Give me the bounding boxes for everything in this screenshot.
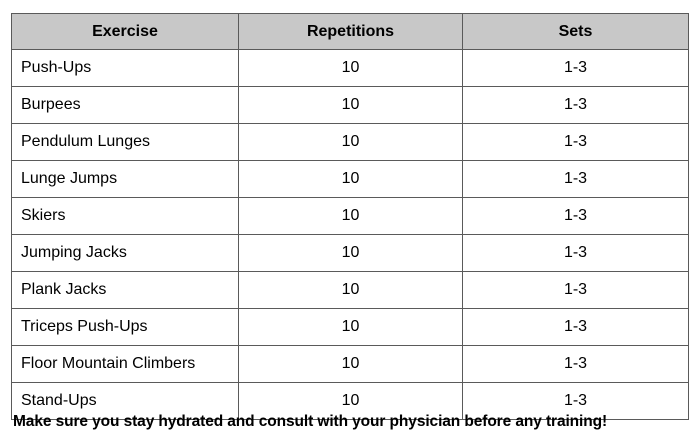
table-body (12, 50, 689, 420)
table-row (12, 346, 689, 383)
table-row (12, 124, 689, 161)
sets-cell: 1-3 (463, 87, 689, 124)
table-row (12, 272, 689, 309)
header-row (12, 14, 689, 50)
repetitions-cell: 10 (239, 87, 463, 124)
exercise-cell: Push-Ups (12, 50, 239, 87)
sets-cell: 1-3 (463, 50, 689, 87)
exercise-table-container (11, 13, 688, 420)
table-row (12, 87, 689, 124)
exercise-cell: Stand-Ups (12, 383, 239, 420)
exercise-cell: Burpees (12, 87, 239, 124)
repetitions-cell: 10 (239, 198, 463, 235)
table-row (12, 50, 689, 87)
sets-cell: 1-3 (463, 383, 689, 420)
column-header-sets: Sets (463, 14, 689, 50)
hydration-warning-note: Make sure you stay hydrated and consult with your physician before any training! (13, 413, 608, 430)
repetitions-cell: 10 (239, 383, 463, 420)
exercise-cell: Floor Mountain Climbers (12, 346, 239, 383)
table-row (12, 198, 689, 235)
repetitions-cell: 10 (239, 272, 463, 309)
sets-cell: 1-3 (463, 235, 689, 272)
exercise-cell: Jumping Jacks (12, 235, 239, 272)
sets-cell: 1-3 (463, 161, 689, 198)
exercise-cell: Lunge Jumps (12, 161, 239, 198)
exercise-cell: Plank Jacks (12, 272, 239, 309)
table-row (12, 161, 689, 198)
repetitions-cell: 10 (239, 346, 463, 383)
column-header-exercise: Exercise (12, 14, 239, 50)
exercise-cell: Pendulum Lunges (12, 124, 239, 161)
repetitions-cell: 10 (239, 124, 463, 161)
sets-cell: 1-3 (463, 124, 689, 161)
exercise-cell: Skiers (12, 198, 239, 235)
repetitions-cell: 10 (239, 50, 463, 87)
exercise-cell: Triceps Push-Ups (12, 309, 239, 346)
repetitions-cell: 10 (239, 235, 463, 272)
sets-cell: 1-3 (463, 309, 689, 346)
sets-cell: 1-3 (463, 272, 689, 309)
table-row (12, 309, 689, 346)
sets-cell: 1-3 (463, 346, 689, 383)
repetitions-cell: 10 (239, 161, 463, 198)
repetitions-cell: 10 (239, 309, 463, 346)
table-header (12, 14, 689, 50)
sets-cell: 1-3 (463, 198, 689, 235)
table-row (12, 235, 689, 272)
column-header-repetitions: Repetitions (239, 14, 463, 50)
exercise-table (11, 13, 689, 420)
